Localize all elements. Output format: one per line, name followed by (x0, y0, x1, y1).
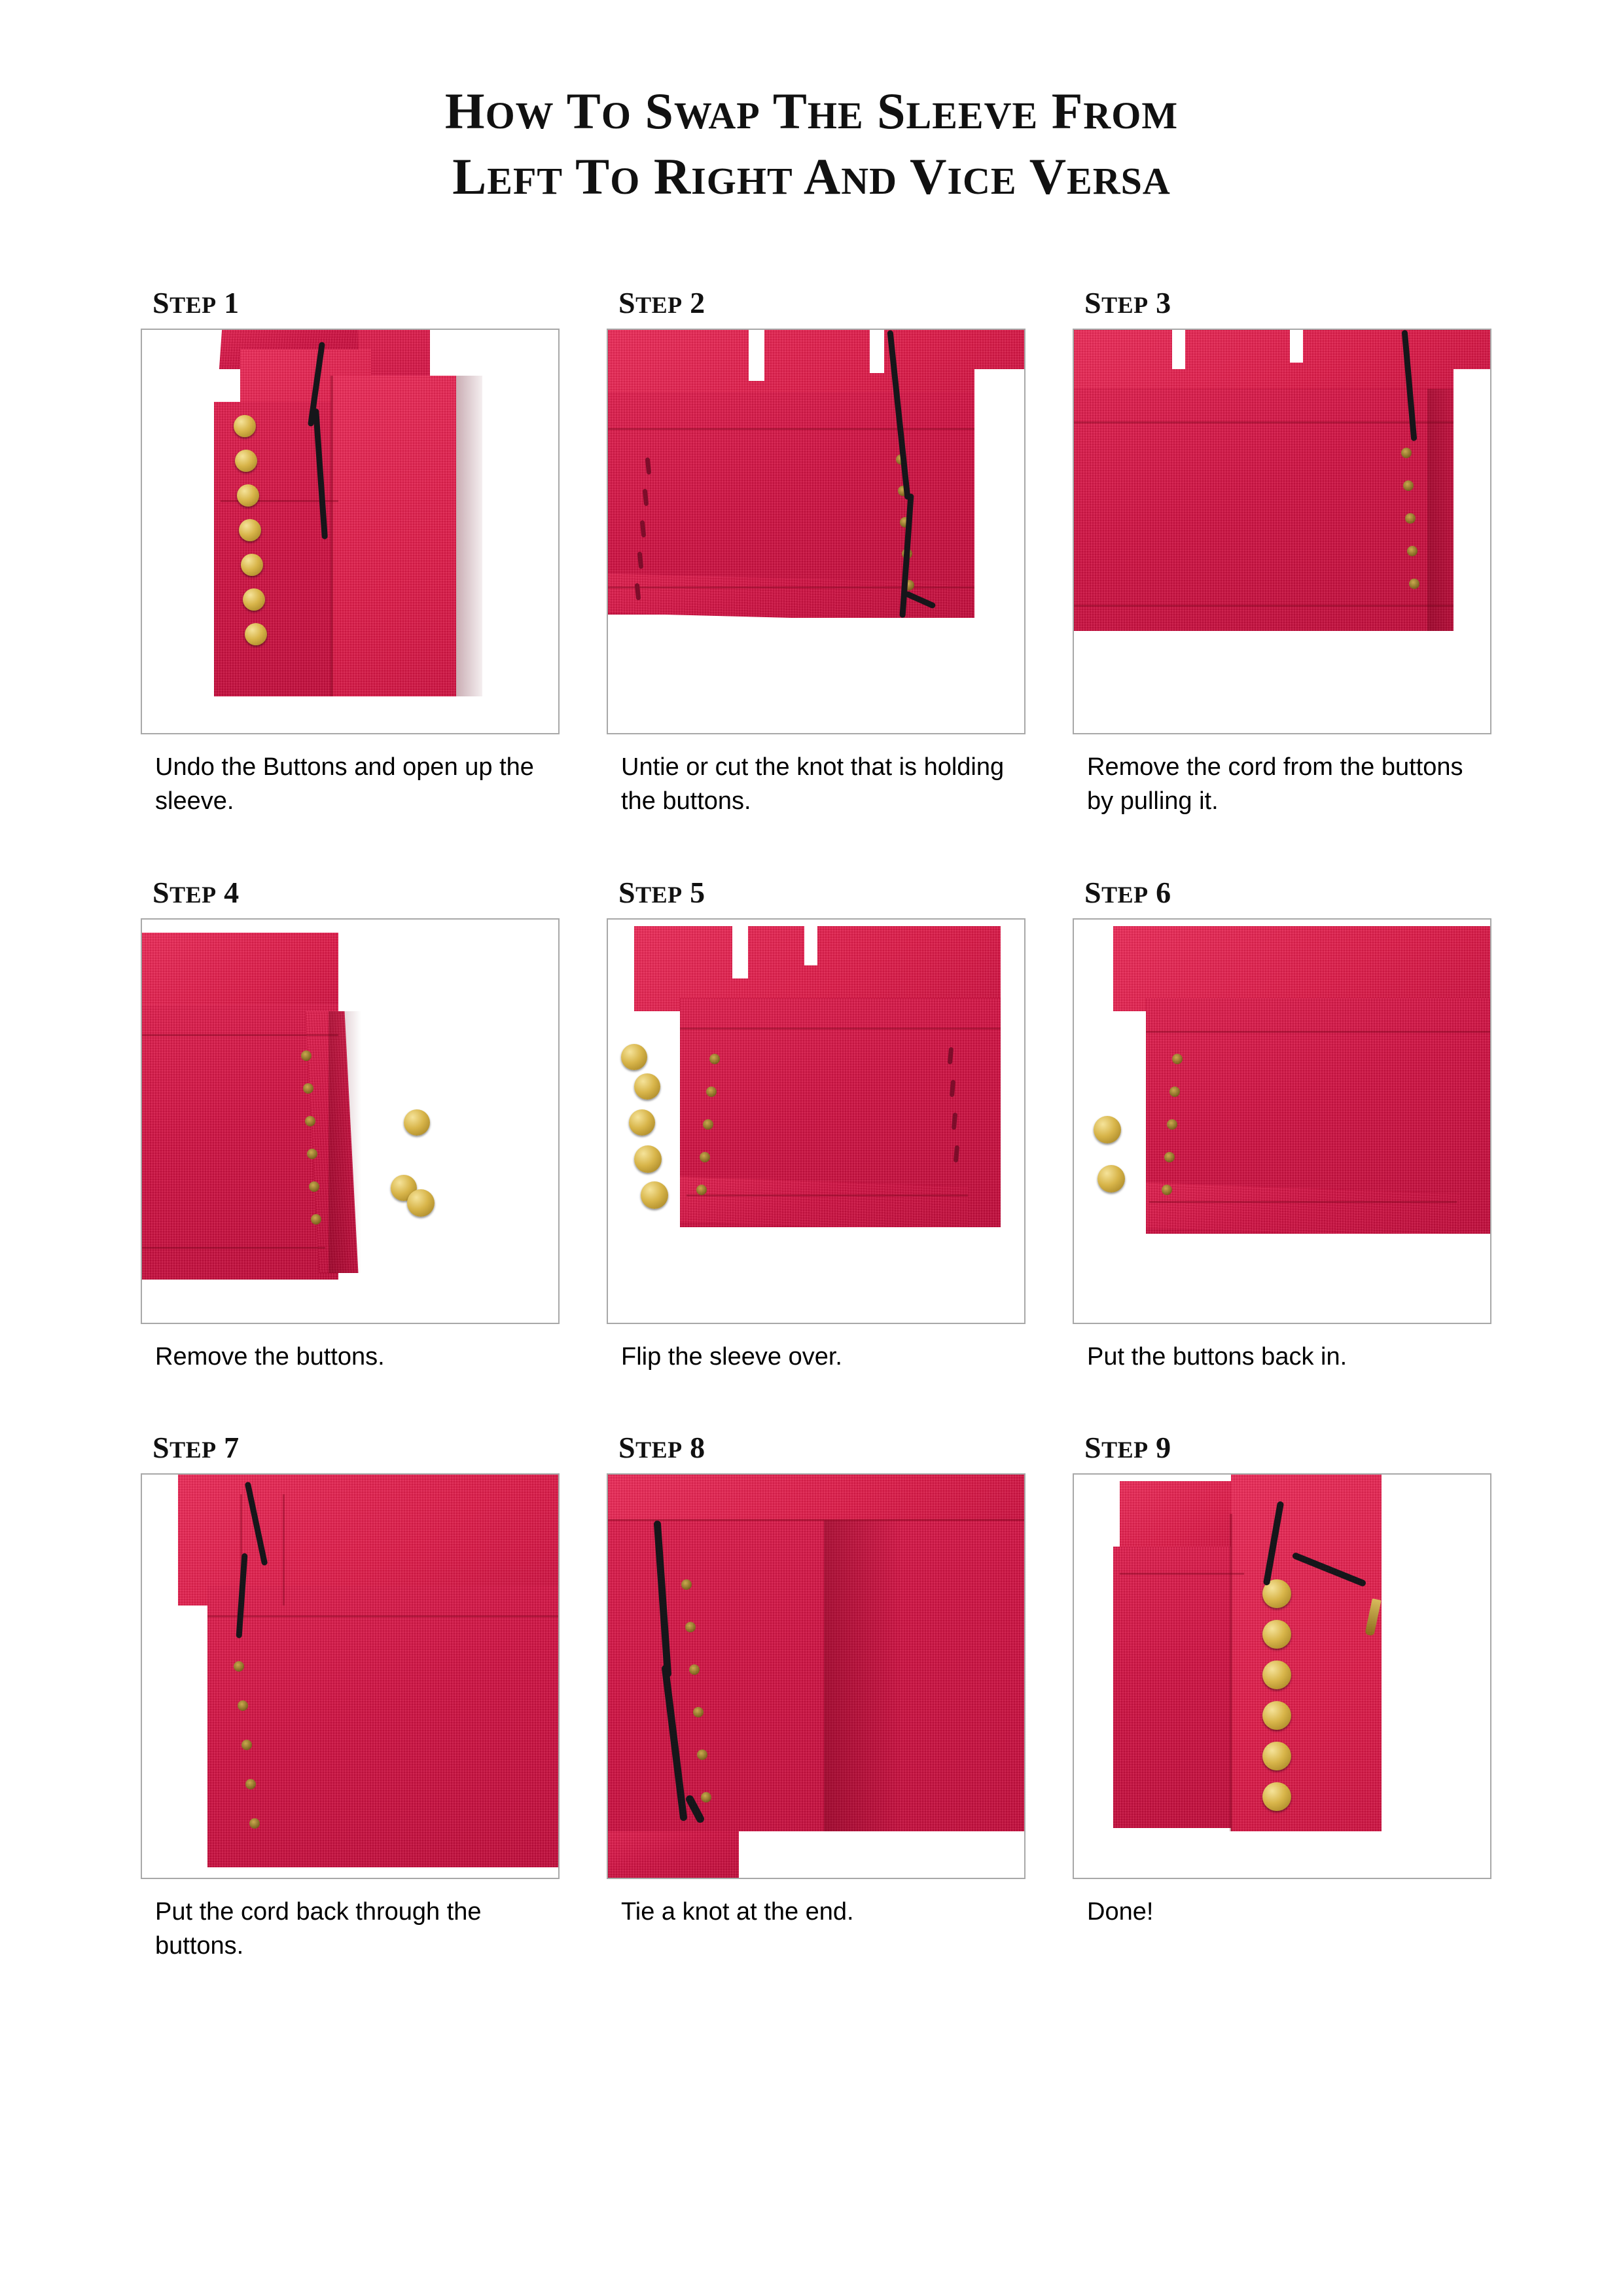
button-shank (1169, 1086, 1180, 1097)
button-shank (1164, 1152, 1175, 1162)
button (243, 588, 265, 611)
seam-line (1074, 422, 1467, 423)
button (1262, 1742, 1291, 1770)
button-shank (241, 1740, 252, 1750)
button-shank (1172, 1054, 1183, 1064)
fabric-shadow (824, 1520, 902, 1879)
button-shank (1167, 1119, 1177, 1130)
step-1-caption: Undo the Buttons and open up the sleeve. (155, 753, 534, 816)
step-6 (1073, 875, 1491, 1374)
photo-margin-bottom (1074, 631, 1491, 734)
fabric-sleeve-left (1113, 1547, 1244, 1828)
button-shank (249, 1818, 260, 1829)
seam-line (608, 1519, 1026, 1521)
step-6-caption: Put the buttons back in. (1087, 1342, 1347, 1371)
step-3-photo (1073, 329, 1491, 734)
seam-line (207, 1615, 560, 1617)
button (234, 415, 256, 437)
step-1-label: STEP 1 (152, 285, 240, 319)
fabric-notch (1172, 330, 1185, 369)
button (235, 450, 257, 472)
button-shank (1162, 1185, 1172, 1195)
button (1262, 1660, 1291, 1689)
button-shank (701, 1792, 711, 1803)
fabric-notch (732, 920, 748, 978)
fabric-cuff (207, 1586, 560, 1867)
loose-button (1094, 1116, 1121, 1143)
button (241, 554, 263, 576)
step-6-label: STEP 6 (1084, 875, 1171, 909)
seam-hem (1074, 605, 1454, 607)
photo-margin-bottom (608, 1227, 1026, 1324)
loose-button (404, 1109, 430, 1136)
step-8-photo (607, 1473, 1026, 1879)
page-title (0, 0, 1623, 209)
photo-margin-bottom (1074, 1234, 1491, 1324)
button-shank (1407, 546, 1418, 556)
button (1262, 1782, 1291, 1811)
step-5-caption: Flip the sleeve over. (621, 1342, 842, 1371)
seam-line (680, 1028, 1001, 1030)
seam-hem (142, 1247, 325, 1249)
step-8-caption: Tie a knot at the end. (621, 1897, 854, 1926)
loose-button (634, 1073, 660, 1100)
seam-line (330, 376, 333, 716)
fabric-top-band (608, 1475, 1026, 1520)
seam-hem (608, 586, 974, 588)
step-7-caption: Put the cord back through the buttons. (155, 1897, 482, 1960)
button-shank (703, 1119, 713, 1130)
button-shank (689, 1664, 700, 1675)
loose-button (629, 1109, 655, 1136)
step-2-label: STEP 2 (618, 285, 705, 319)
button (245, 623, 267, 645)
fabric-shadow (329, 1011, 361, 1273)
step-4 (141, 875, 560, 1374)
button-shank (1409, 579, 1419, 589)
step-5-photo (607, 918, 1026, 1324)
fabric-notch (804, 920, 817, 965)
button-shank (697, 1749, 707, 1760)
loose-button (621, 1044, 647, 1070)
photo-margin-right (1382, 1475, 1491, 1879)
photo-margin-bottom (142, 1280, 560, 1324)
seam-line (608, 428, 1001, 430)
photo-margin-bottom (142, 696, 560, 734)
button-shank (1401, 448, 1412, 458)
title-line-1 (0, 79, 1623, 144)
photo-margin-right (482, 330, 560, 734)
photo-margin-left (142, 330, 175, 734)
seam-cuff (1120, 1573, 1244, 1575)
fabric-cuff (1074, 389, 1467, 631)
button-shank (307, 1149, 317, 1159)
step-2-photo (607, 329, 1026, 734)
button-shank (311, 1214, 321, 1225)
loose-button (1097, 1165, 1125, 1193)
button-shank (706, 1086, 717, 1097)
button (237, 484, 259, 507)
photo-margin-left (1074, 1475, 1113, 1879)
step-2 (607, 285, 1026, 819)
seam-hem (687, 1194, 968, 1196)
step-7-photo (141, 1473, 560, 1879)
step-9-label: STEP 9 (1084, 1430, 1171, 1464)
step-1-photo (141, 329, 560, 734)
button-shank (1405, 513, 1416, 524)
fabric-hem-corner (608, 1831, 739, 1879)
seam-hem (1149, 1201, 1457, 1203)
seam-line (142, 1034, 338, 1036)
step-4-photo (141, 918, 560, 1324)
step-7 (141, 1430, 560, 1964)
fabric-sleeve-right (332, 376, 456, 716)
fabric-notch (749, 330, 764, 381)
title-line-1-text: HOW TO SWAP THE SLEEVE FROM (444, 82, 1179, 139)
button-shank (301, 1050, 312, 1061)
step-3 (1073, 285, 1491, 819)
photo-margin-left (142, 1475, 178, 1879)
button (1262, 1701, 1291, 1730)
step-8-label: STEP 8 (618, 1430, 705, 1464)
button-shank (681, 1579, 692, 1590)
button-shank (685, 1622, 696, 1632)
title-line-2-text: LEFT TO RIGHT AND VICE VERSA (452, 147, 1171, 205)
step-5 (607, 875, 1026, 1374)
loose-button (641, 1181, 668, 1209)
photo-margin-bottom (608, 618, 1026, 734)
button (239, 519, 261, 541)
photo-margin-bottom (1074, 1831, 1491, 1879)
step-2-caption: Untie or cut the knot that is holding the buttons. (621, 753, 1005, 816)
button (1262, 1620, 1291, 1649)
title-line-2 (0, 144, 1623, 209)
button-shank (696, 1185, 707, 1195)
seam-line (1230, 1514, 1232, 1841)
fabric-notch (1290, 330, 1303, 363)
steps-grid (141, 285, 1482, 1964)
loose-button (407, 1189, 435, 1217)
button-shank (245, 1779, 256, 1789)
step-4-label: STEP 4 (152, 875, 240, 909)
button-shank (305, 1116, 315, 1126)
button-shank (700, 1152, 710, 1162)
step-7-label: STEP 7 (152, 1430, 240, 1464)
step-9-photo (1073, 1473, 1491, 1879)
button-shank (238, 1700, 248, 1711)
loose-button (634, 1145, 662, 1173)
button-shank (309, 1181, 319, 1192)
step-3-caption: Remove the cord from the buttons by pulling it. (1087, 753, 1463, 816)
fabric-notch (870, 330, 884, 373)
button-shank (1403, 480, 1414, 491)
step-6-photo (1073, 918, 1491, 1324)
step-8 (607, 1430, 1026, 1964)
fabric-sleeve-right (1231, 1475, 1382, 1841)
fabric-cuff-hem (680, 1176, 968, 1232)
step-4-caption: Remove the buttons. (155, 1342, 385, 1371)
fabric-cuff (608, 1475, 1026, 1879)
button-shank (693, 1707, 704, 1717)
step-1 (141, 285, 560, 819)
step-3-label: STEP 3 (1084, 285, 1171, 319)
button-shank (234, 1661, 244, 1672)
button-shank (303, 1083, 313, 1094)
seam-line (1146, 1031, 1491, 1033)
step-9-caption: Done! (1087, 1897, 1154, 1926)
step-5-label: STEP 5 (618, 875, 705, 909)
step-9 (1073, 1430, 1491, 1964)
button-shank (709, 1054, 720, 1064)
seam-vertical (283, 1494, 285, 1605)
